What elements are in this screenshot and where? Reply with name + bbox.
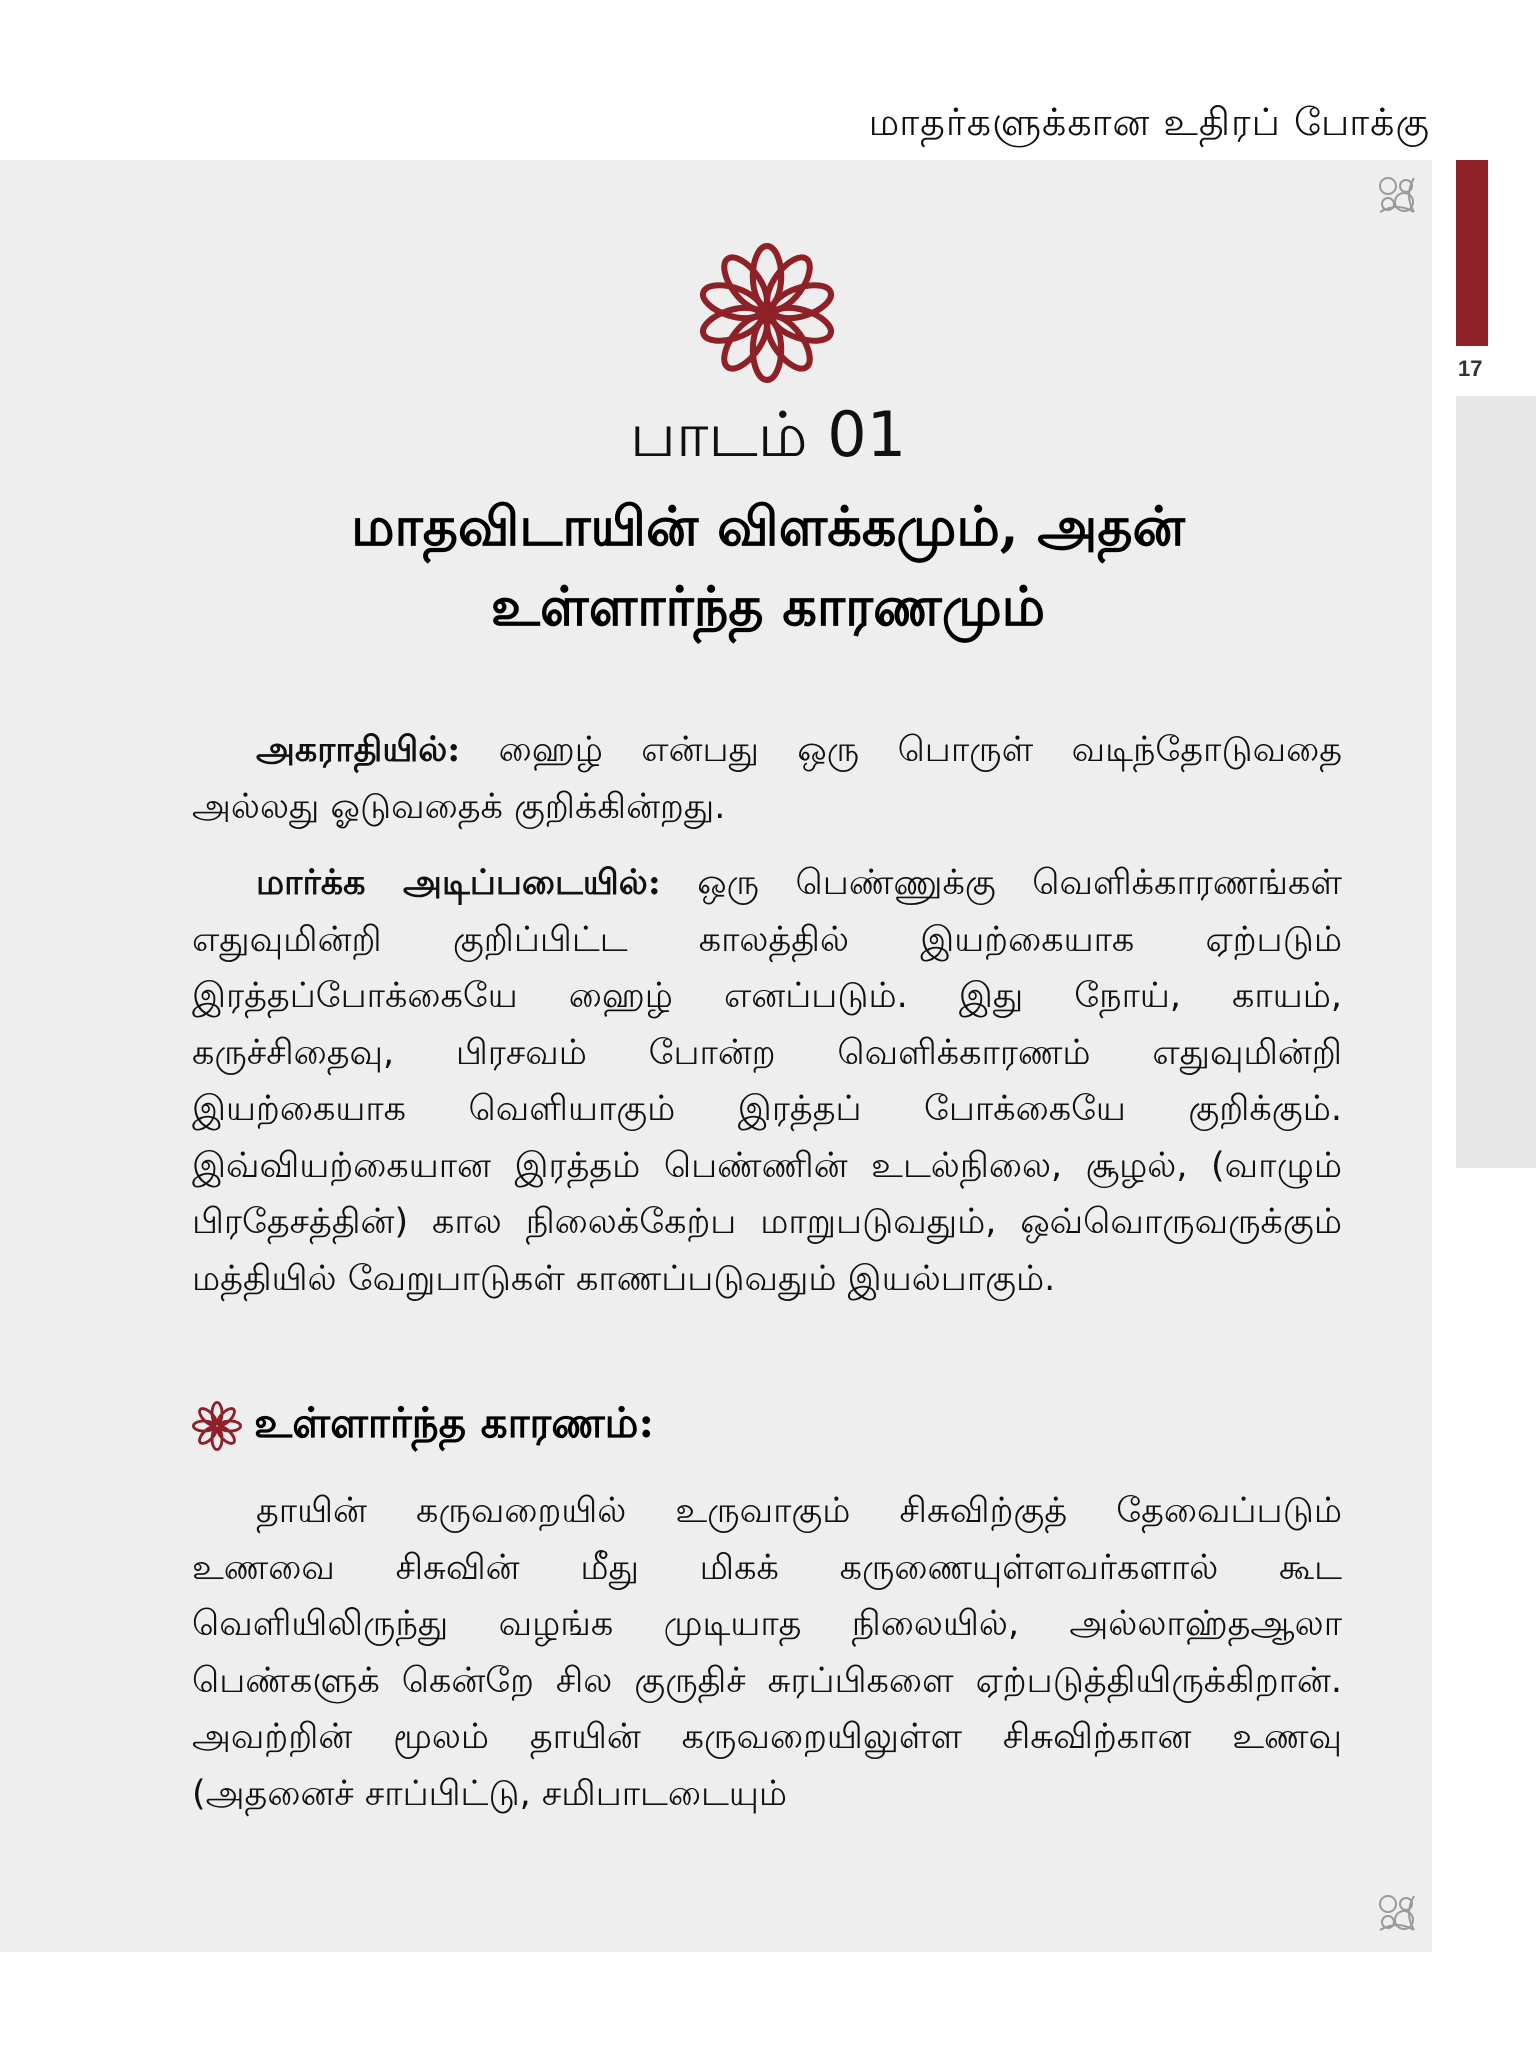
- page-number: 17: [1458, 356, 1483, 381]
- section-heading-text: உள்ளார்ந்த காரணம்:: [254, 1398, 654, 1447]
- paragraph-religious-meaning: [192, 855, 1342, 1307]
- paragraph-text: ஹைழ் என்பது ஒரு பொருள் வடிந்தோடுவதை அல்லது ஓடுவதைக் குறிக்கின்றது.: [192, 730, 1342, 827]
- corner-ornament-icon: [1374, 1890, 1420, 1936]
- chapter-title: [200, 486, 1336, 646]
- chapter-title-line: உள்ளார்ந்த காரணமும்: [490, 574, 1046, 638]
- paragraph-inner-reason: [192, 1483, 1342, 1822]
- paragraph-label: மார்க்க அடிப்படையில்:: [256, 862, 661, 903]
- flower-emblem-icon: [696, 242, 838, 384]
- side-margin-strip: [1456, 396, 1536, 1168]
- chapter-title-line: மாதவிடாயின் விளக்கமும், அதன்: [351, 494, 1185, 558]
- section-heading: [192, 1398, 654, 1453]
- paragraph-dictionary-meaning: [192, 722, 1342, 835]
- flower-bullet-icon: [192, 1401, 242, 1451]
- running-header: மாதர்களுக்கான உதிரப் போக்கு: [868, 100, 1430, 144]
- corner-ornament-icon: [1374, 172, 1420, 218]
- paragraph-text: ஒரு பெண்ணுக்கு வெளிக்காரணங்கள் எதுவுமின்றி குறிப்பிட்ட காலத்தில் இயற்கையாக ஏற்படும் இரத்தப்போக்கையே ஹைழ் எனப்படும். இது நோய், காயம், கருச்சிதைவு, பிரசவம் போன்ற வெளிக்காரணம் எதுவுமின்றி இயற்கையாக வெளியாகும் இரத்தப் போக்கையே குறிக்கும். இவ்வியற்கையான இரத்தம் பெண்ணின் உடல்நிலை, சூழல், (வாழும் பிரதேசத்தின்) கால நிலைக்கேற்ப மாறுபடுவதும், ஒவ்வொருவருக்கும் மத்தியில் வேறுபாடுகள் காணப்படுவதும் இயல்பாகும்.: [192, 863, 1342, 1299]
- paragraph-label: அகராதியில்:: [256, 729, 461, 770]
- side-tab: [1456, 160, 1488, 346]
- chapter-number: பாடம் 01: [629, 398, 907, 471]
- paragraph-text: தாயின் கருவறையில் உருவாகும் சிசுவிற்குத் தேவைப்படும் உணவை சிசுவின் மீது மிகக் கருணையுள்ளவர்களால் கூட வெளியிலிருந்து வழங்க முடியாத நிலையில், அல்லாஹ்தஆலா பெண்களுக் கென்றே சில குருதிச் சுரப்பிகளை ஏற்படுத்தியிருக்கிறான். அவற்றின் மூலம் தாயின் கருவறையிலுள்ள சிசுவிற்கான உணவு (அதனைச் சாப்பிட்டு, சமிபாடடையும்: [192, 1491, 1342, 1814]
